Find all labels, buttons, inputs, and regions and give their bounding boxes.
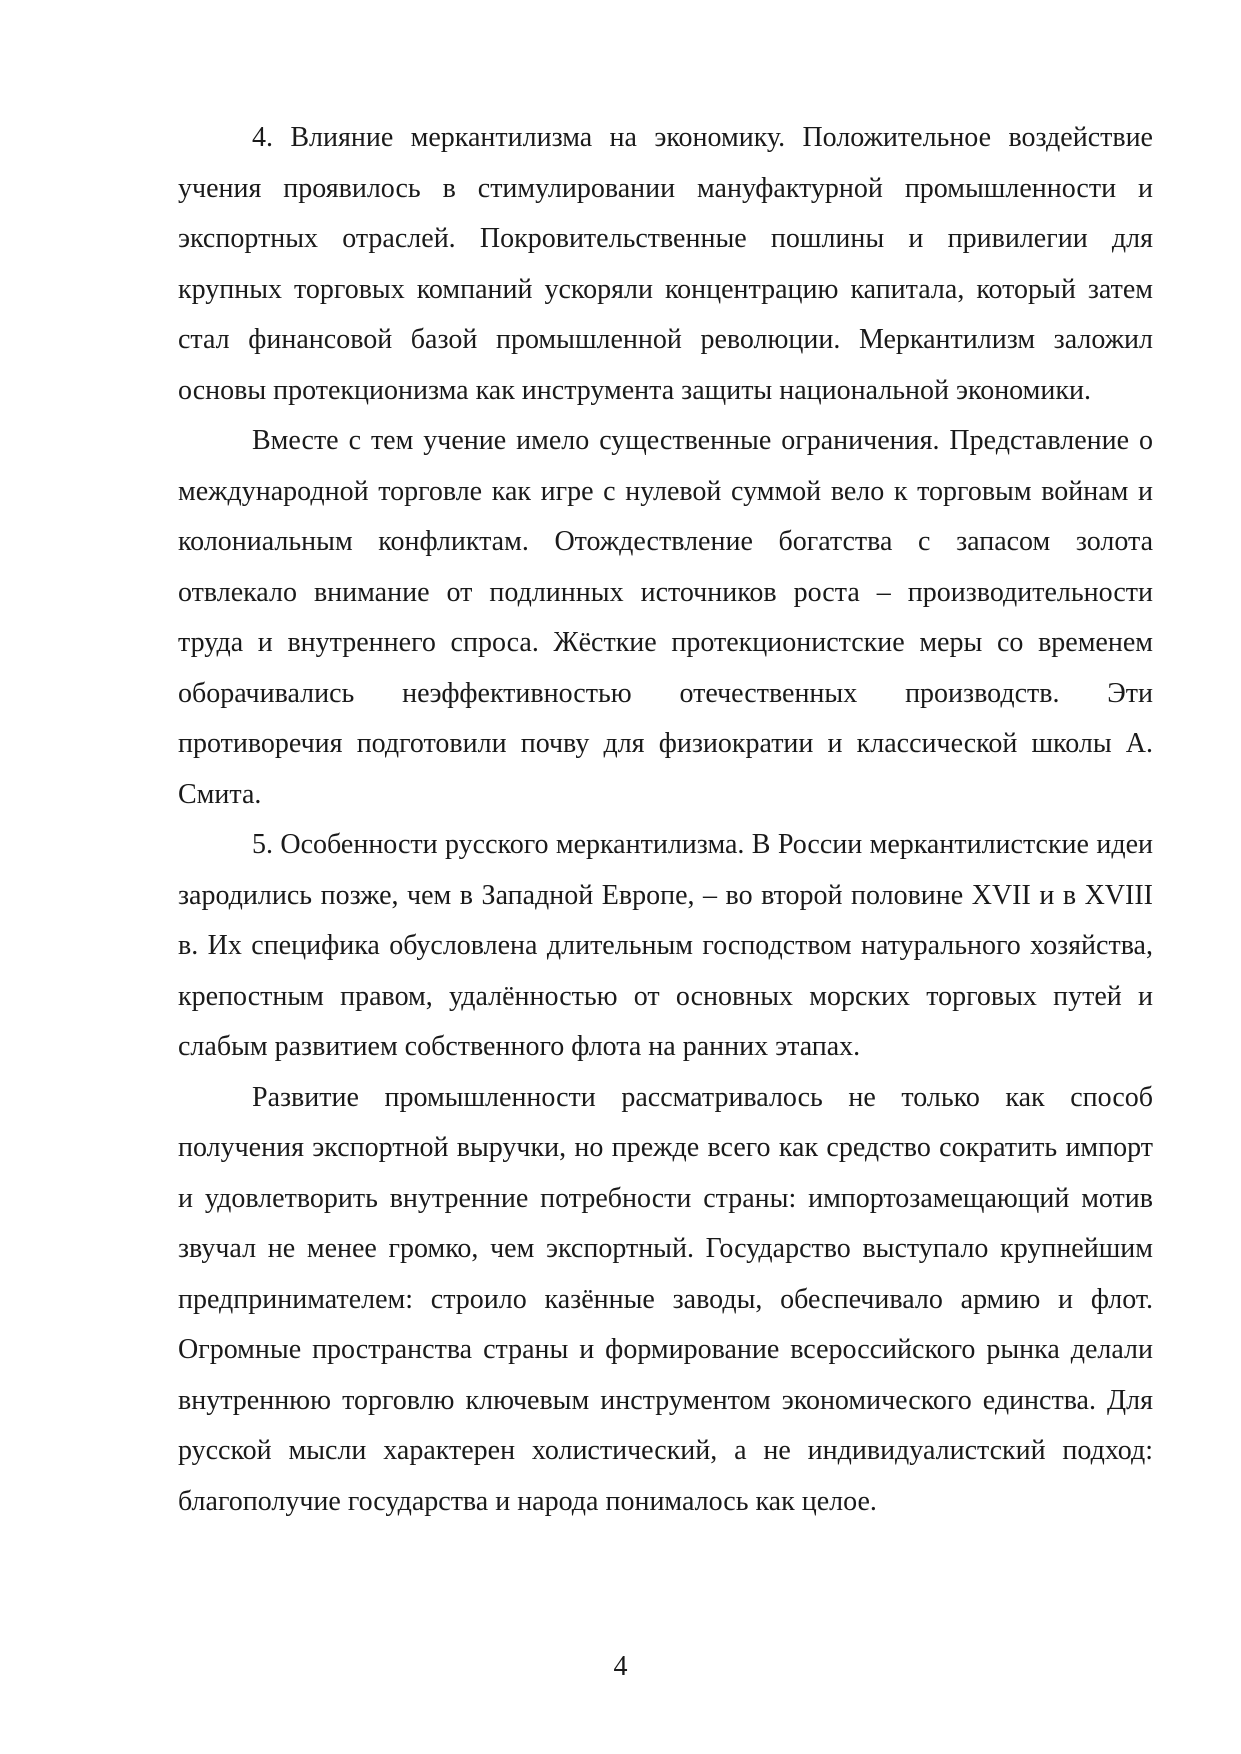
page-number: 4 (613, 1651, 628, 1682)
paragraph-mercantilism-influence: 4. Влияние меркантилизма на экономику. Положительное воздействие учения проявилось в стимулировании мануфактурной промышленности и экспортных отраслей. Покровительственные пошлины и привилегии для крупных торговых компаний ускоряли концентрацию капитала, который затем стал финансовой базой промышленной революции. Меркантилизм заложил основы протекционизма как инструмента защиты национальной экономики. (178, 122, 1153, 406)
paragraph-russian-industry: Развитие промышленности рассматривалось не только как способ получения экспортной выручки, но прежде всего как средство сократить импорт и удовлетворить внутренние потребности страны: импортозамещающий мотив звучал не менее громко, чем экспортный. Государство выступало крупнейшим предпринимателем: строило казённые заводы, обеспечивало армию и флот. Огромные пространства страны и формирование всероссийского рынка делали внутреннюю торговлю ключевым инструментом экономического единства. Для русской мысли характерен холистический, а не индивидуалистский подход: благополучие государства и народа понималось как целое. (178, 1081, 1153, 1517)
paragraph-mercantilism-limitations: Вместе с тем учение имело существенные ограничения. Представление о международной торговле как игре с нулевой суммой вело к торговым войнам и колониальным конфликтам. Отождествление богатства с запасом золота отвлекало внимание от подлинных источников роста – производительности труда и внутреннего спроса. Жёсткие протекционистские меры со временем оборачивались неэффективностью отечественных производств. Эти противоречия подготовили почву для физиократии и классической школы А. Смита. (178, 425, 1153, 810)
document-body (178, 113, 1153, 1527)
paragraph-russian-mercantilism: 5. Особенности русского меркантилизма. В России меркантилистские идеи зародились позже, чем в Западной Европе, – во второй половине XVII и в XVIII в. Их специфика обусловлена длительным господством натурального хозяйства, крепостным правом, удалённостью от основных морских торговых путей и слабым развитием собственного флота на ранних этапах. (178, 829, 1153, 1062)
